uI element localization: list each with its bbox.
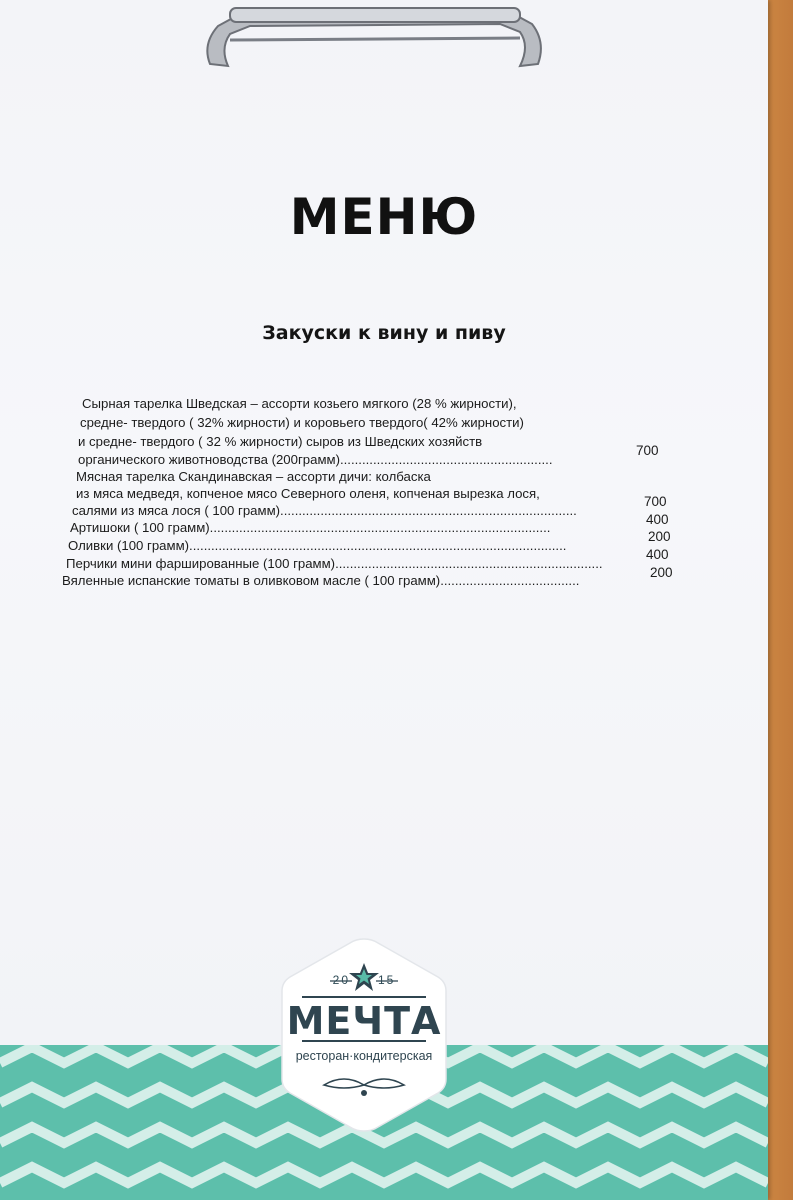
logo-name: МЕЧТА — [286, 999, 442, 1043]
logo-year-right: 15 — [378, 973, 396, 987]
logo-year — [280, 973, 448, 987]
logo-year-left: 20 — [332, 973, 350, 987]
logo-tagline: ресторан·кондитерская — [295, 1049, 433, 1063]
menu-line: Оливки (100 грамм)....................................................................................................... — [68, 538, 567, 553]
restaurant-logo — [280, 935, 448, 1135]
menu-line: Сырная тарелка Шведская – ассорти козьего мягкого (28 % жирности), — [82, 396, 517, 411]
menu-title: МЕНЮ — [289, 188, 479, 246]
menu-line: органического животноводства (200грамм).......................................................... — [78, 452, 553, 467]
menu-line: Перчики мини фаршированные (100 грамм)......................................................................... — [66, 556, 603, 571]
menu-price: 700 — [636, 443, 659, 458]
menu-price: 200 — [648, 529, 671, 544]
menu-line: Вяленные испанские томаты в оливковом масле ( 100 грамм)...................................... — [62, 573, 580, 588]
menu-price: 400 — [646, 547, 669, 562]
menu-price: 700 — [644, 494, 667, 509]
menu-line: из мяса медведя, копченое мясо Северного оленя, копченая вырезка лося, — [76, 486, 540, 501]
menu-price: 200 — [650, 565, 673, 580]
section-heading: Закуски к вину и пиву — [262, 322, 506, 344]
menu-line: Артишоки ( 100 грамм)............................................................................................. — [70, 520, 551, 535]
menu-line: средне- твердого ( 32% жирности) и коровьего твердого( 42% жирности) — [80, 415, 524, 430]
menu-line: салями из мяса лося ( 100 грамм)................................................................................. — [72, 503, 577, 518]
menu-line: Мясная тарелка Скандинавская – ассорти дичи: колбаска — [76, 469, 431, 484]
menu-price: 400 — [646, 512, 669, 527]
menu-line: и средне- твердого ( 32 % жирности) сыров из Шведских хозяйств — [78, 434, 483, 449]
